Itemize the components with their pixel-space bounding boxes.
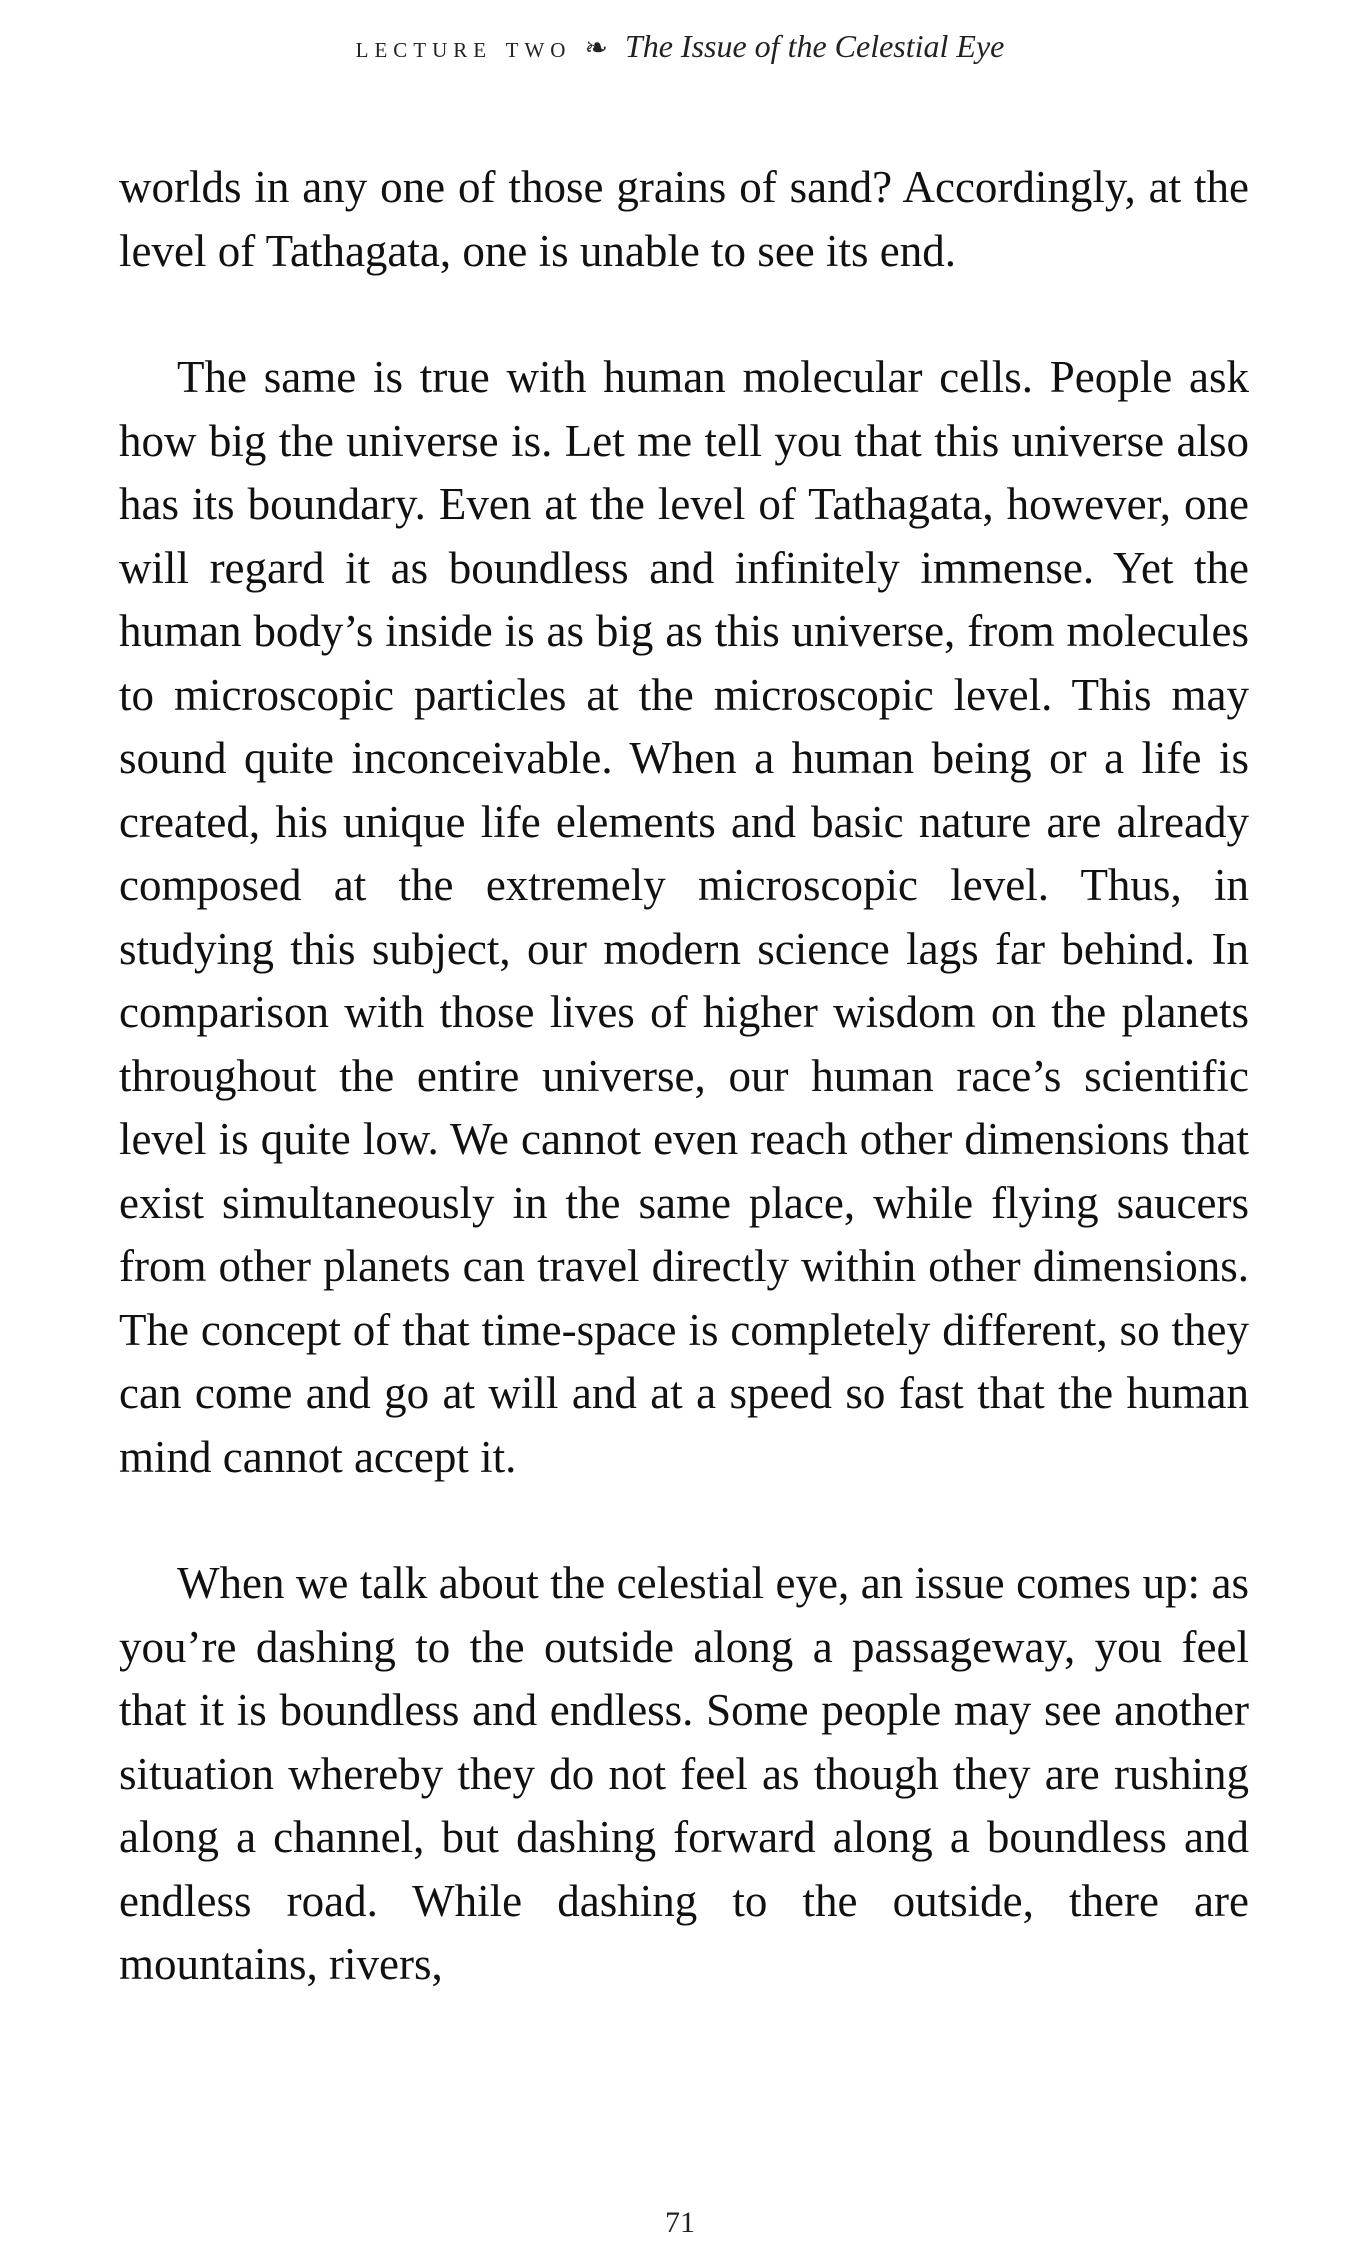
paragraph-molecular-cells: The same is true with human molecular cells. People ask how big the universe is. Let me tell you that this universe also has its boundary. Even at the level of Tathagata, however, one will regard it as boundless and infinitely immense. Yet the human body’s inside is as big as this universe, from molecules to microscopic particles at the microscopic level. This may sound quite inconceivable. When a human being or a life is created, his unique life elements and basic nature are already composed at the extremely microscopic level. Thus, in studying this subject, our modern science lags far behind. In comparison with those lives of higher wisdom on the planets throughout the entire universe, our human race’s scientific level is quite low. We cannot even reach other dimensions that exist simultaneously in the same place, while flying saucers from other planets can travel directly within other dimensions. The concept of that time-space is completely different, so they can come and go at will and at a speed so fast that the human mind cannot accept it. — [119, 352, 1249, 1482]
header-section-title: lecture two — [355, 31, 572, 64]
paragraph-continued: worlds in any one of those grains of sand? Accordingly, at the level of Tathagata, one is unable to see its end. — [119, 162, 1249, 276]
paragraph-spacer — [119, 1489, 1249, 1552]
fleuron-icon: ❧ — [584, 33, 608, 64]
header-chapter-title: The Issue of the Celestial Eye — [624, 28, 1005, 64]
running-header — [0, 26, 1360, 69]
paragraph-spacer — [119, 283, 1249, 346]
paragraph-celestial-eye: When we talk about the celestial eye, an issue comes up: as you’re dashing to the outside along a passageway, you feel that it is boundless and endless. Some people may see another situation whereby they do not feel as though they are rushing along a channel, but dashing forward along a boundless and endless road. While dashing to the outside, there are mountains, rivers, — [119, 1558, 1249, 1989]
body-text — [119, 156, 1249, 1997]
page-number: 71 — [665, 2206, 695, 2239]
